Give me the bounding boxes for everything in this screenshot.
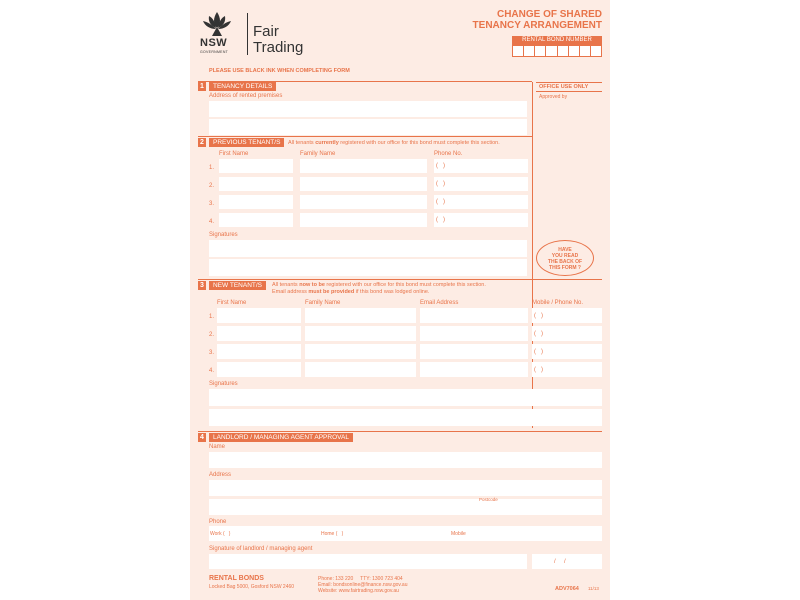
- bond-number-boxes[interactable]: [512, 45, 602, 57]
- prev-signature-field-2[interactable]: [209, 259, 527, 276]
- footer-email: Email: bondsonline@finance.nsw.gov.au: [318, 582, 408, 588]
- prev-phone-parens: ( ): [436, 199, 445, 205]
- prev-row-number: 1.: [209, 165, 215, 171]
- landlord-address-field-1[interactable]: [209, 480, 602, 496]
- new-row-number: 1.: [209, 314, 215, 320]
- new-mobile-parens: ( ): [534, 349, 543, 355]
- prev-first-name-2[interactable]: [219, 177, 293, 191]
- prev-signatures-label: Signatures: [209, 232, 238, 238]
- new-row-number: 4.: [209, 368, 215, 374]
- section1-title: TENANCY DETAILS: [209, 82, 276, 91]
- form-page: [190, 0, 610, 600]
- new-signature-field-2[interactable]: [209, 409, 602, 426]
- footer-phone: Phone: 133 220 TTY: 1300 723 404: [318, 576, 403, 582]
- postcode-label: Postcode: [479, 497, 498, 502]
- section3-note-1: All tenants now to be registered with our office for this bond must complete this section.: [272, 282, 486, 288]
- new-col-email: Email Address: [420, 300, 459, 306]
- landlord-signature-field[interactable]: [209, 554, 527, 569]
- date-separators: / /: [554, 559, 566, 565]
- landlord-address-label: Address: [209, 472, 232, 478]
- bond-number-label: RENTAL BOND NUMBER: [512, 36, 602, 45]
- prev-row-number: 4.: [209, 219, 215, 225]
- new-signatures-label: Signatures: [209, 381, 238, 387]
- new-mobile-parens: ( ): [534, 331, 543, 337]
- prev-signature-field-1[interactable]: [209, 240, 527, 257]
- prev-col-family-name: Family Name: [300, 151, 336, 157]
- mobile-phone-label: Mobile: [451, 531, 466, 537]
- new-row-number: 2.: [209, 332, 215, 338]
- new-family-name-4[interactable]: [305, 362, 416, 377]
- logo-trading: Trading: [253, 39, 304, 56]
- form-title-line1: CHANGE OF SHARED: [496, 9, 602, 20]
- prev-family-name-3[interactable]: [300, 195, 427, 209]
- prev-row-number: 2.: [209, 183, 215, 189]
- prev-row-number: 3.: [209, 201, 215, 207]
- section1-number: 1: [198, 82, 206, 91]
- address-rented-field-2[interactable]: [209, 119, 527, 135]
- landlord-address-field-2[interactable]: [209, 499, 602, 515]
- landlord-name-label: Name: [209, 444, 226, 450]
- new-email-4[interactable]: [420, 362, 528, 377]
- section2-note: All tenants currently registered with our office for this bond must complete this section.: [288, 140, 500, 146]
- prev-phone-parens: ( ): [436, 217, 445, 223]
- new-family-name-3[interactable]: [305, 344, 416, 359]
- new-row-number: 3.: [209, 350, 215, 356]
- office-use-title: OFFICE USE ONLY: [539, 84, 589, 90]
- section3-title: NEW TENANT/S: [209, 281, 266, 290]
- new-col-first-name: First Name: [217, 300, 247, 306]
- prev-phone-parens: ( ): [436, 163, 445, 169]
- new-first-name-3[interactable]: [217, 344, 301, 359]
- prev-first-name-3[interactable]: [219, 195, 293, 209]
- new-family-name-2[interactable]: [305, 326, 416, 341]
- section2-number: 2: [198, 138, 206, 147]
- landlord-name-field[interactable]: [209, 452, 602, 468]
- new-mobile-parens: ( ): [534, 313, 543, 319]
- form-version: 11/13: [588, 586, 599, 591]
- landlord-phone-field[interactable]: [209, 526, 602, 541]
- section3-note-2: Email address must be provided if this bond was lodged online.: [272, 289, 430, 295]
- home-phone-label: Home ( ): [321, 531, 344, 537]
- section4-rule: [198, 431, 602, 432]
- ink-notice: PLEASE USE BLACK INK WHEN COMPLETING FORM: [209, 68, 350, 74]
- section3-rule: [198, 279, 602, 280]
- section2-rule: [198, 136, 532, 137]
- prev-phone-parens: ( ): [436, 181, 445, 187]
- prev-col-phone: Phone No.: [434, 151, 463, 157]
- new-family-name-1[interactable]: [305, 308, 416, 323]
- prev-first-name-4[interactable]: [219, 213, 293, 227]
- prev-family-name-1[interactable]: [300, 159, 427, 173]
- new-signature-field-1[interactable]: [209, 389, 602, 406]
- footer-website: Website: www.fairtrading.nsw.gov.au: [318, 588, 399, 594]
- new-email-1[interactable]: [420, 308, 528, 323]
- new-first-name-4[interactable]: [217, 362, 301, 377]
- prev-phone-2[interactable]: [434, 177, 528, 191]
- logo-nsw: NSW: [200, 37, 228, 49]
- landlord-signature-label: Signature of landlord / managing agent: [209, 546, 313, 552]
- new-email-2[interactable]: [420, 326, 528, 341]
- new-col-family-name: Family Name: [305, 300, 341, 306]
- approval-date-field[interactable]: [532, 554, 602, 569]
- new-first-name-2[interactable]: [217, 326, 301, 341]
- section3-number: 3: [198, 281, 206, 290]
- address-rented-label: Address of rented premises: [209, 93, 283, 99]
- form-title-line2: TENANCY ARRANGEMENT: [472, 20, 602, 31]
- phone-label: Phone: [209, 519, 227, 525]
- form-code: ADV7064: [555, 586, 579, 592]
- office-title-line: [536, 91, 602, 92]
- work-phone-label: Work ( ): [210, 531, 231, 537]
- logo-fair: Fair: [253, 23, 279, 40]
- logo-divider: [247, 13, 248, 55]
- prev-family-name-2[interactable]: [300, 177, 427, 191]
- read-back-stamp: HAVE YOU READ THE BACK OF THIS FORM ?: [536, 240, 594, 276]
- section4-number: 4: [198, 433, 206, 442]
- approved-by-label: Approved by: [539, 94, 568, 100]
- prev-phone-4[interactable]: [434, 213, 528, 227]
- logo-government: GOVERNMENT: [200, 50, 229, 54]
- prev-family-name-4[interactable]: [300, 213, 427, 227]
- address-rented-field-1[interactable]: [209, 101, 527, 117]
- new-first-name-1[interactable]: [217, 308, 301, 323]
- footer-rental-bonds: RENTAL BONDS: [209, 575, 264, 582]
- new-email-3[interactable]: [420, 344, 528, 359]
- section4-title: LANDLORD / MANAGING AGENT APPROVAL: [209, 433, 353, 442]
- prev-col-first-name: First Name: [219, 151, 249, 157]
- prev-phone-1[interactable]: [434, 159, 528, 173]
- office-top-line: [536, 82, 602, 83]
- prev-phone-3[interactable]: [434, 195, 528, 209]
- new-col-mobile: Mobile / Phone No.: [532, 300, 584, 306]
- waratah-logo-icon: [199, 10, 235, 36]
- new-mobile-parens: ( ): [534, 367, 543, 373]
- section2-title: PREVIOUS TENANT/S: [209, 138, 284, 147]
- footer-address: Locked Bag 5000, Gosford NSW 2460: [209, 584, 295, 590]
- prev-first-name-1[interactable]: [219, 159, 293, 173]
